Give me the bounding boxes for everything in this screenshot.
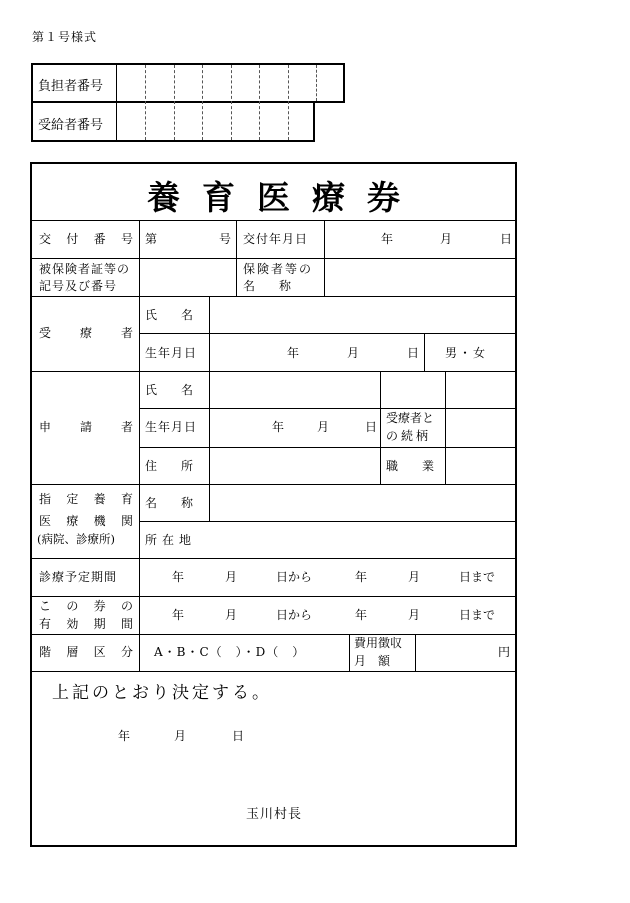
- validity-label-1: こ の 券 の: [39, 599, 133, 613]
- schedule-to-month: 月: [408, 570, 421, 584]
- applicant-birth-year: 年: [272, 420, 285, 434]
- patient-label: 受 療 者: [39, 326, 133, 340]
- form-title: 養育医療券: [147, 178, 422, 217]
- validity-to-year: 年: [355, 608, 368, 622]
- occupation-label: 職 業: [386, 459, 435, 473]
- schedule-to-year: 年: [355, 570, 368, 584]
- institution-name-label: 名 称: [145, 496, 194, 510]
- patient-birth-year: 年: [287, 346, 300, 360]
- decision-day: 日: [232, 729, 245, 743]
- issue-date-label: 交付年月日: [243, 232, 309, 246]
- form-number: 第１号様式: [32, 30, 98, 44]
- applicant-name-label: 氏 名: [145, 383, 194, 397]
- schedule-from-month: 月: [225, 570, 238, 584]
- decision-year: 年: [118, 729, 131, 743]
- schedule-from-day: 日から: [276, 570, 313, 584]
- signature: 玉川村長: [246, 807, 303, 822]
- issue-number-label: 交 付 番 号: [39, 232, 133, 246]
- schedule-from-year: 年: [172, 570, 185, 584]
- validity-from-year: 年: [172, 608, 185, 622]
- patient-birth-day: 日: [407, 346, 420, 360]
- class-options: A・B・C（ ）・D（ ）: [154, 645, 306, 659]
- class-label: 階 層 区 分: [39, 645, 133, 659]
- patient-birth-label: 生年月日: [145, 346, 198, 360]
- insurance-card-label-2: 記号及び番号: [39, 279, 118, 293]
- institution-label-2: 医 療 機 関: [39, 514, 133, 528]
- validity-label-2: 有 効 期 間: [39, 617, 133, 631]
- decision-text: 上記のとおり決定する。: [52, 683, 272, 703]
- applicant-birth-month: 月: [317, 420, 330, 434]
- address-label: 住 所: [145, 459, 194, 473]
- validity-to-month: 月: [408, 608, 421, 622]
- fee-label-2: 月 額: [354, 654, 391, 668]
- validity-to-day: 日まで: [459, 608, 496, 622]
- insurer-label-2: 名 称: [243, 279, 292, 293]
- institution-label-3: (病院、診療所): [37, 532, 115, 546]
- institution-label-1: 指 定 養 育: [39, 492, 133, 506]
- location-label: 所在地: [145, 533, 197, 547]
- decision-month: 月: [174, 729, 187, 743]
- insurer-label-1: 保険者等の: [243, 262, 314, 276]
- schedule-to-day: 日まで: [459, 570, 496, 584]
- patient-name-label: 氏 名: [145, 308, 194, 322]
- issue-date-day: 日: [500, 232, 513, 246]
- relation-label-1: 受療者と: [386, 411, 435, 425]
- relation-label-2: の続柄: [386, 429, 432, 443]
- sex-options: 男・女: [445, 346, 488, 360]
- applicant-birth-label: 生年月日: [145, 420, 198, 434]
- patient-birth-month: 月: [347, 346, 360, 360]
- applicant-label: 申 請 者: [39, 420, 133, 434]
- issue-date-year: 年: [381, 232, 394, 246]
- payer-number-label: 負担者番号: [38, 79, 104, 94]
- applicant-birth-day: 日: [365, 420, 378, 434]
- issue-number-suffix: 号: [219, 232, 232, 246]
- insurance-card-label-1: 被保険者証等の: [39, 262, 131, 276]
- validity-from-month: 月: [225, 608, 238, 622]
- validity-from-day: 日から: [276, 608, 313, 622]
- schedule-label: 診療予定期間: [39, 570, 118, 584]
- yen-label: 円: [498, 645, 511, 659]
- issue-number-prefix: 第: [145, 232, 158, 246]
- issue-date-month: 月: [440, 232, 453, 246]
- medical-voucher-form: [30, 162, 517, 847]
- fee-label-1: 費用徴収: [354, 636, 403, 650]
- recipient-number-label: 受給者番号: [38, 118, 104, 133]
